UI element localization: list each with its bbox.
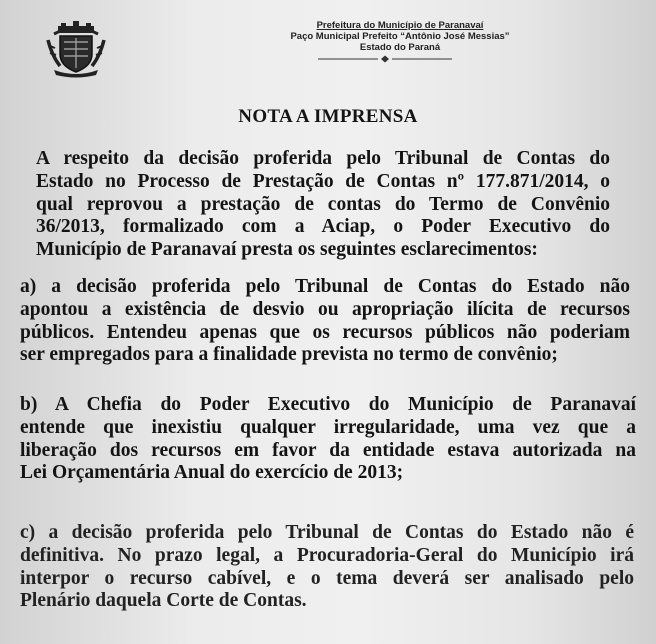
item-a-line: apontou a existência de desvio ou apropriação ilícita de recursos <box>20 298 630 320</box>
letterhead <box>250 20 550 53</box>
item-a-line: ser empregados para a finalidade prevista no termo de convênio; <box>20 344 558 366</box>
item-a-paragraph <box>20 276 630 367</box>
item-c-paragraph <box>20 522 634 613</box>
letterhead-municipality: Prefeitura do Município de Paranavaí <box>316 20 484 31</box>
item-c-line: definitiva. No prazo legal, a Procuradoria-Geral do Município irá <box>20 544 634 566</box>
letterhead-divider-ornament <box>318 55 452 63</box>
item-b-line: liberação dos recursos em favor da entidade estava autorizada na <box>20 439 636 461</box>
item-b-line: Lei Orçamentária Anual do exercício de 2013; <box>20 462 404 484</box>
document-title: NOTA A IMPRENSA <box>238 106 418 127</box>
intro-line: 36/2013, formalizado com a Aciap, o Poder Executivo do <box>36 216 610 238</box>
item-c-line: c) a decisão proferida pelo Tribunal de Contas do Estado não é <box>20 522 634 543</box>
item-b-line: entende que inexistiu qualquer irregularidade, uma vez que a <box>20 416 636 438</box>
intro-paragraph <box>36 148 610 262</box>
item-a-line: públicos. Entendeu apenas que os recursos públicos não poderiam <box>20 321 630 343</box>
municipal-coat-of-arms-icon <box>46 20 106 78</box>
item-c-line: Plenário daquela Corte de Contas. <box>20 590 307 612</box>
item-b-paragraph <box>20 394 636 485</box>
intro-line: Estado no Processo de Prestação de Contas nº 177.871/2014, o <box>36 170 610 192</box>
item-c-line: interpor o recurso cabível, e o tema deverá ser analisado pelo <box>20 567 634 589</box>
item-b-line: b) A Chefia do Poder Executivo do Município de Paranavaí <box>20 394 636 415</box>
letterhead-state: Estado do Paraná <box>359 42 441 53</box>
intro-line: A respeito da decisão proferida pelo Tribunal de Contas do <box>36 148 610 169</box>
item-a-line: a) a decisão proferida pelo Tribunal de Contas do Estado não <box>20 276 630 297</box>
letterhead-city-hall: Paço Municipal Prefeito “Antônio José Messias” <box>290 31 510 42</box>
intro-line: Município de Paranavaí presta os seguintes esclarecimentos: <box>36 239 538 261</box>
intro-line: qual reprovou a prestação de contas do Termo de Convênio <box>36 193 610 215</box>
